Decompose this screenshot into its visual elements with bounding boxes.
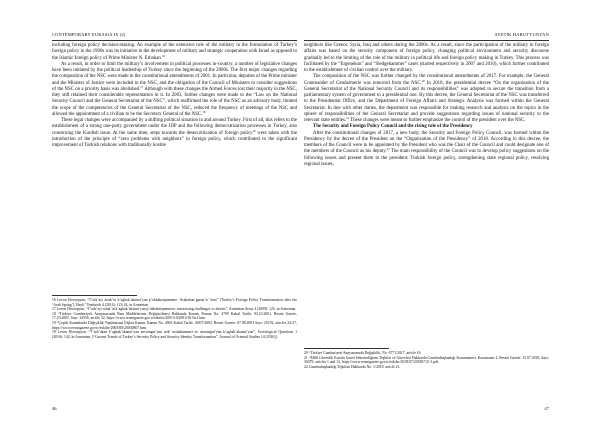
footnote: 16 Levon Hovsepyan, “T’urk’ayi artak’in k’aghak’akanut’yan p’okhakerpumnere ‘Arabakan garun’ic’ heto” [Turkey’s Foreign Policy Transformation after the ‘Arab Spring’], Hayk” Yearbook 4 (2014): 123-24, in Armenian. [52, 298, 297, 307]
footnotes [52, 295, 297, 339]
footnote-rule [304, 348, 389, 349]
paragraph: These legal changes were accompanied by a shifting political situation in and around Turkey. First of all, this refers to the establishment of a strong one-party government under the JDP and the following democratization processes in Turkey, also concerning the Kurdish issue. At the same time, steps towards the desecuritization of foreign policy$^{19}$ were taken with the introduction of the principle of “zero problems with neighbors” in foreign policy, which contributed to the significant improvement of Turkish relations with traditionally hostile [52, 118, 297, 148]
footnote: 19 Levon Hovsepyan, “T’urk’akan k’aghak’akanut’yan anvtangut’yan arik’ mshakumneri ev anvtangut’yan k’aghak’akanut’yun”, Sociological Questions 1 (2016): 142, in Armenian, [“Current Trends of Turkey’s Security Policy and Security Identity Transformation”, Journal of Oriental Studies 14 (2016)]. [52, 330, 297, 339]
running-head: CONTEMPORARY EURASIA IX (2) [52, 30, 297, 41]
paragraph: After the constitutional changes of 2017, a new body, the Security and Foreign Policy Council, was formed within the Presidency by the decree of the President on the “Organization of the Presidency” of 2018. According to this decree, the members of the Council were to be appointed by the President who was the Chair of the Council and could designate one of the members of the Council as his deputy.$^{22}$ The main responsibility of the Council was to develop policy suggestions on the following issues and present them to the president: Turkish foreign policy, strengthening state regional policy, resolving regional issues, [304, 130, 549, 167]
paragraph: The composition of the NSC was further changed by the constitutional amendments of 2017. For example, the General Commander of Gendarmerie was removed from the NSC.$^{20}$ In 2018, the presidential decree “On the organization of the General Secretariat of the National Security Council and its responsibilities” was adopted to secure the transition from a parliamentary system of government to a presidential one. By this decree, the General Secretariat of the NSC was transferred to the Presidential Office, and the Department of Foreign Affairs and Strategic Analysis was formed within the General Secretariat. In line with other duties, the department was responsible for making research and analysis on the topics in the sphere of responsibilities of the General Secretariat and provide suggestions regarding issues of national security to the relevant state entities.$^{21}$ These changes were meant to further emphasize the control of the president over the NSC. [304, 74, 549, 123]
main-text [52, 43, 297, 149]
page-number: 47 [544, 406, 549, 411]
left-page [52, 30, 297, 415]
page-number: 46 [52, 406, 57, 411]
footnote: 21 “Millî Güvenlik Kurulu Genel Sekreterliğinin Teşkilat ve Görevleri Hakkında Cumhurbaşkanlığı Kararnamesi, Kararname 4, Resmî Gazete: 15.07.2018, Sayı: 30479, articles 1 and 13, https://www.resmigazete.gov.tr/eskiler/2018/07/20180715-3.pdf. [304, 355, 549, 365]
paragraph: neighbors like Greece, Syria, Iraq and others during the 2000s. As a result, since the participation of the military in foreign affairs was based on the security component of foreign policy, changing political environment and security discourse gradually led to the limiting of the role of the military in political life and foreign policy making in Turkey. This process was facilitated by the “Ergenekon” and “Sledgehammer” cases (started respectively in 2007 and 2010), which further contributed to the establishment of civilian control over the military. [304, 43, 549, 73]
main-text [304, 43, 549, 168]
footnotes [304, 348, 549, 369]
footnote: 19 “Çeşitli Kanunlarda Değişiklik Yapılmasına İlişkin Kanun, Kanun No: 4963 Kabul Tarihi: 30/07/2003, Resmi Gazete: 07.08.2003 Sayı: 25192, articles 24-27, https://www.resmigazete.gov.tr/eskiler/2003/08/20030807.htm. [52, 320, 297, 330]
footnote: 18 “Türkiye Cumhuriyeti Anayasasında Bazı Maddelerinin Değiştirilmesi Hakkında Kanun, Kanun No: 4709 Kabul Tarihi: 03.10.2001, Resmi Gazete, 17.10.2001, Sayı: 24556, article 32, https://www.resmigazete.gov.tr/eskiler/2001/10/20011017m1.htm. [52, 311, 297, 321]
running-head: AYETIK HARUTYUNYAN [304, 30, 549, 41]
paragraph: As a result, in order to limit the military’s involvement in political processes in-country, a number of legislative changes have been initiated by the political leadership of Turkey since the beginning of the 2000s. The first major changes regarding the composition of the NSC were made in the constitutional amendments of 2001. In particular, deputies of the Prime minister and the Minister of Justice were included in the NSC, and the obligation of the Council of Ministers to consider suggestions of the NSC on a priority basis was abolished.$^{17}$ Although with these changes the Armed Forces lost their majority in the NSC, they still retained their considerable representation in it. In 2003, further changes were made to the “Law on the National Security Council and the General Secretariat of the NSC”, which reaffirmed the role of the NSC as an advisory body, limited the scope of the competencies of the General Secretariat of the NSC, reduced the frequency of meetings of the NSC and allowed the appointment of a civilian to be the Secretary General of the NSC.$^{18}$ [52, 61, 297, 117]
footnote-rule [52, 295, 137, 296]
right-page [304, 30, 549, 415]
section-heading: The Security and Foreign Policy Council and the rising role of the Presidency [313, 124, 473, 130]
footnote: 22 Cumhurbaşkanlığı Teşkilatı Hakkında No. 1/2018, article 21. [304, 364, 401, 369]
footnote: 17 Levon Hovsepyan, “T’urk’ayi artak’in k’aghak’akanut’yan p’okhakerpumnere: reassessing challenges vs threats”, Armenian Army 4 (2009): 125, in Armenian. [52, 307, 297, 312]
paragraph: including foreign policy decision-making. An example of the extensive role of the military in the formulation of Turkey’s foreign policy in the 1990s was its initiative in the development of military and strategic cooperation with Israel as opposed to the Islamic foreign policy of Prime Minister N. Erbakan.$^{16}$ [52, 43, 297, 61]
footnote: 20 “Türkiye Cumhuriyeti Anayasasında Değişiklik, No. 6771/2017, article 16. [304, 351, 422, 355]
